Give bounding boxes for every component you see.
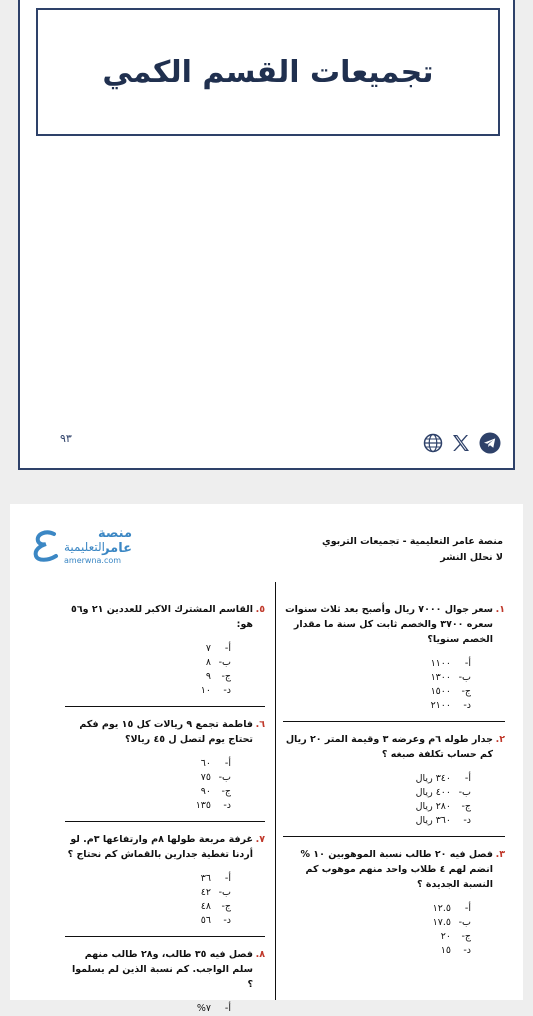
option: ج- ٩: [205, 671, 231, 682]
option: د- ٣٦٠ ريال: [415, 815, 471, 826]
option: أ- ٦٠: [200, 758, 231, 769]
logo-subtitle: التعليمية: [64, 540, 105, 554]
logo-name: منصة عامر: [97, 526, 132, 556]
header-line-1: منصة عامر التعليمية - تجميعات التربوي: [321, 536, 503, 547]
option: ب- ١٣٠٠: [430, 672, 471, 683]
page-title: تجميعات القسم الكمي: [102, 54, 434, 90]
question: [283, 847, 505, 958]
option: ج- ١٥٠٠: [430, 686, 471, 697]
question-text: سعر جوال ٧٠٠٠ ريال وأصبح بعد ثلاث سنوات سعره ٣٧٠٠ والخصم ثابت كل سنة ما مقدار الخصم سنويا؟: [285, 604, 493, 645]
logo: [32, 526, 132, 566]
option: ج- ٤٨: [200, 901, 231, 912]
question: [283, 732, 505, 837]
page-2: [10, 504, 523, 1014]
option: أ- ٣٤٠ ريال: [415, 773, 471, 784]
column-divider: [275, 582, 276, 1000]
question-number: ٦.: [255, 719, 265, 730]
option: ب- ٨: [205, 657, 231, 668]
option: د- ١٠: [200, 685, 231, 696]
question: [65, 832, 265, 937]
options-list: [283, 902, 471, 958]
question-number: ٧.: [255, 834, 265, 845]
question-text: فصل فيه ٢٠ طالب نسبة الموهوبين ١٠ % انضم لهم ٤ طلاب واحد منهم موهوب كم النسبة الجديدة ؟: [300, 849, 493, 890]
option: أ- ٣٦: [200, 873, 231, 884]
option: ج- ٢٠: [440, 931, 471, 942]
option: ج- ٩٠: [200, 786, 231, 797]
telegram-icon[interactable]: [479, 432, 501, 454]
options-list: [283, 772, 471, 828]
options-list: [65, 872, 231, 928]
question: [65, 602, 265, 707]
option: أ- ٧%: [196, 1003, 231, 1014]
question-number: ٣.: [495, 849, 505, 860]
x-icon[interactable]: [451, 433, 471, 453]
question-text: القاسم المشترك الاكبر للعددين ٢١ و٥٦ هو:: [71, 604, 253, 630]
option: د- ١٣٥: [195, 800, 231, 811]
question-text: جدار طوله ٦م وعرضه ٣ وقيمة المتر ٢٠ ريال كم حساب تكلفة صبغه ؟: [285, 734, 493, 760]
question-separator: [283, 836, 505, 837]
option: ب- ٤٢: [200, 887, 231, 898]
logo-url: amerwna.com: [64, 556, 122, 565]
option: أ- ١٢.٥: [432, 903, 471, 914]
globe-icon[interactable]: [423, 433, 443, 453]
page-number: ٩٣: [60, 432, 72, 445]
option: ب- ١٧.٥: [432, 917, 471, 928]
question-separator: [65, 936, 265, 937]
left-column: [65, 602, 265, 1016]
question-number: ٨.: [255, 949, 265, 960]
question-separator: [65, 706, 265, 707]
question-separator: [65, 821, 265, 822]
page-1: [18, 0, 515, 470]
options-list: [65, 642, 231, 698]
question-number: ٥.: [255, 604, 265, 615]
question-number: ٢.: [495, 734, 505, 745]
option: ب- ٤٠٠ ريال: [415, 787, 471, 798]
question-text: فصل فيه ٣٥ طالب، و٢٨ طالب منهم سلم الواجب. كم نسبة الذين لم يسلموا ؟: [71, 949, 253, 990]
question-text: غرفة مربعة طولها ٨م وارتفاعها ٣م. لو أردنا تغطية جدارين بالقماش كم نحتاج ؟: [67, 834, 253, 860]
question-separator: [283, 721, 505, 722]
question: [283, 602, 505, 722]
logo-mark-icon: [32, 528, 60, 562]
option: د- ١٥: [440, 945, 471, 956]
options-list: [65, 757, 231, 813]
option: د- ٢١٠٠: [430, 700, 471, 711]
options-list: [65, 1002, 231, 1016]
question: [65, 947, 265, 1016]
social-icons: [423, 432, 501, 454]
option: د- ٥٦: [200, 915, 231, 926]
right-column: [283, 602, 505, 958]
option: ب- ٧٥: [200, 772, 231, 783]
document-header: [322, 534, 503, 566]
option: أ- ١١٠٠: [430, 658, 471, 669]
option: أ- ٧: [205, 643, 231, 654]
question-number: ١.: [495, 604, 505, 615]
title-box: [36, 8, 500, 136]
options-list: [283, 657, 471, 713]
option: ج- ٢٨٠ ريال: [415, 801, 471, 812]
question: [65, 717, 265, 822]
header-line-2: لا نحلل النشر: [440, 552, 503, 563]
question-text: فاطمة تجمع ٩ ريالات كل ١٥ يوم فكم تحتاج يوم لتصل ل ٤٥ ريالا؟: [79, 719, 253, 745]
